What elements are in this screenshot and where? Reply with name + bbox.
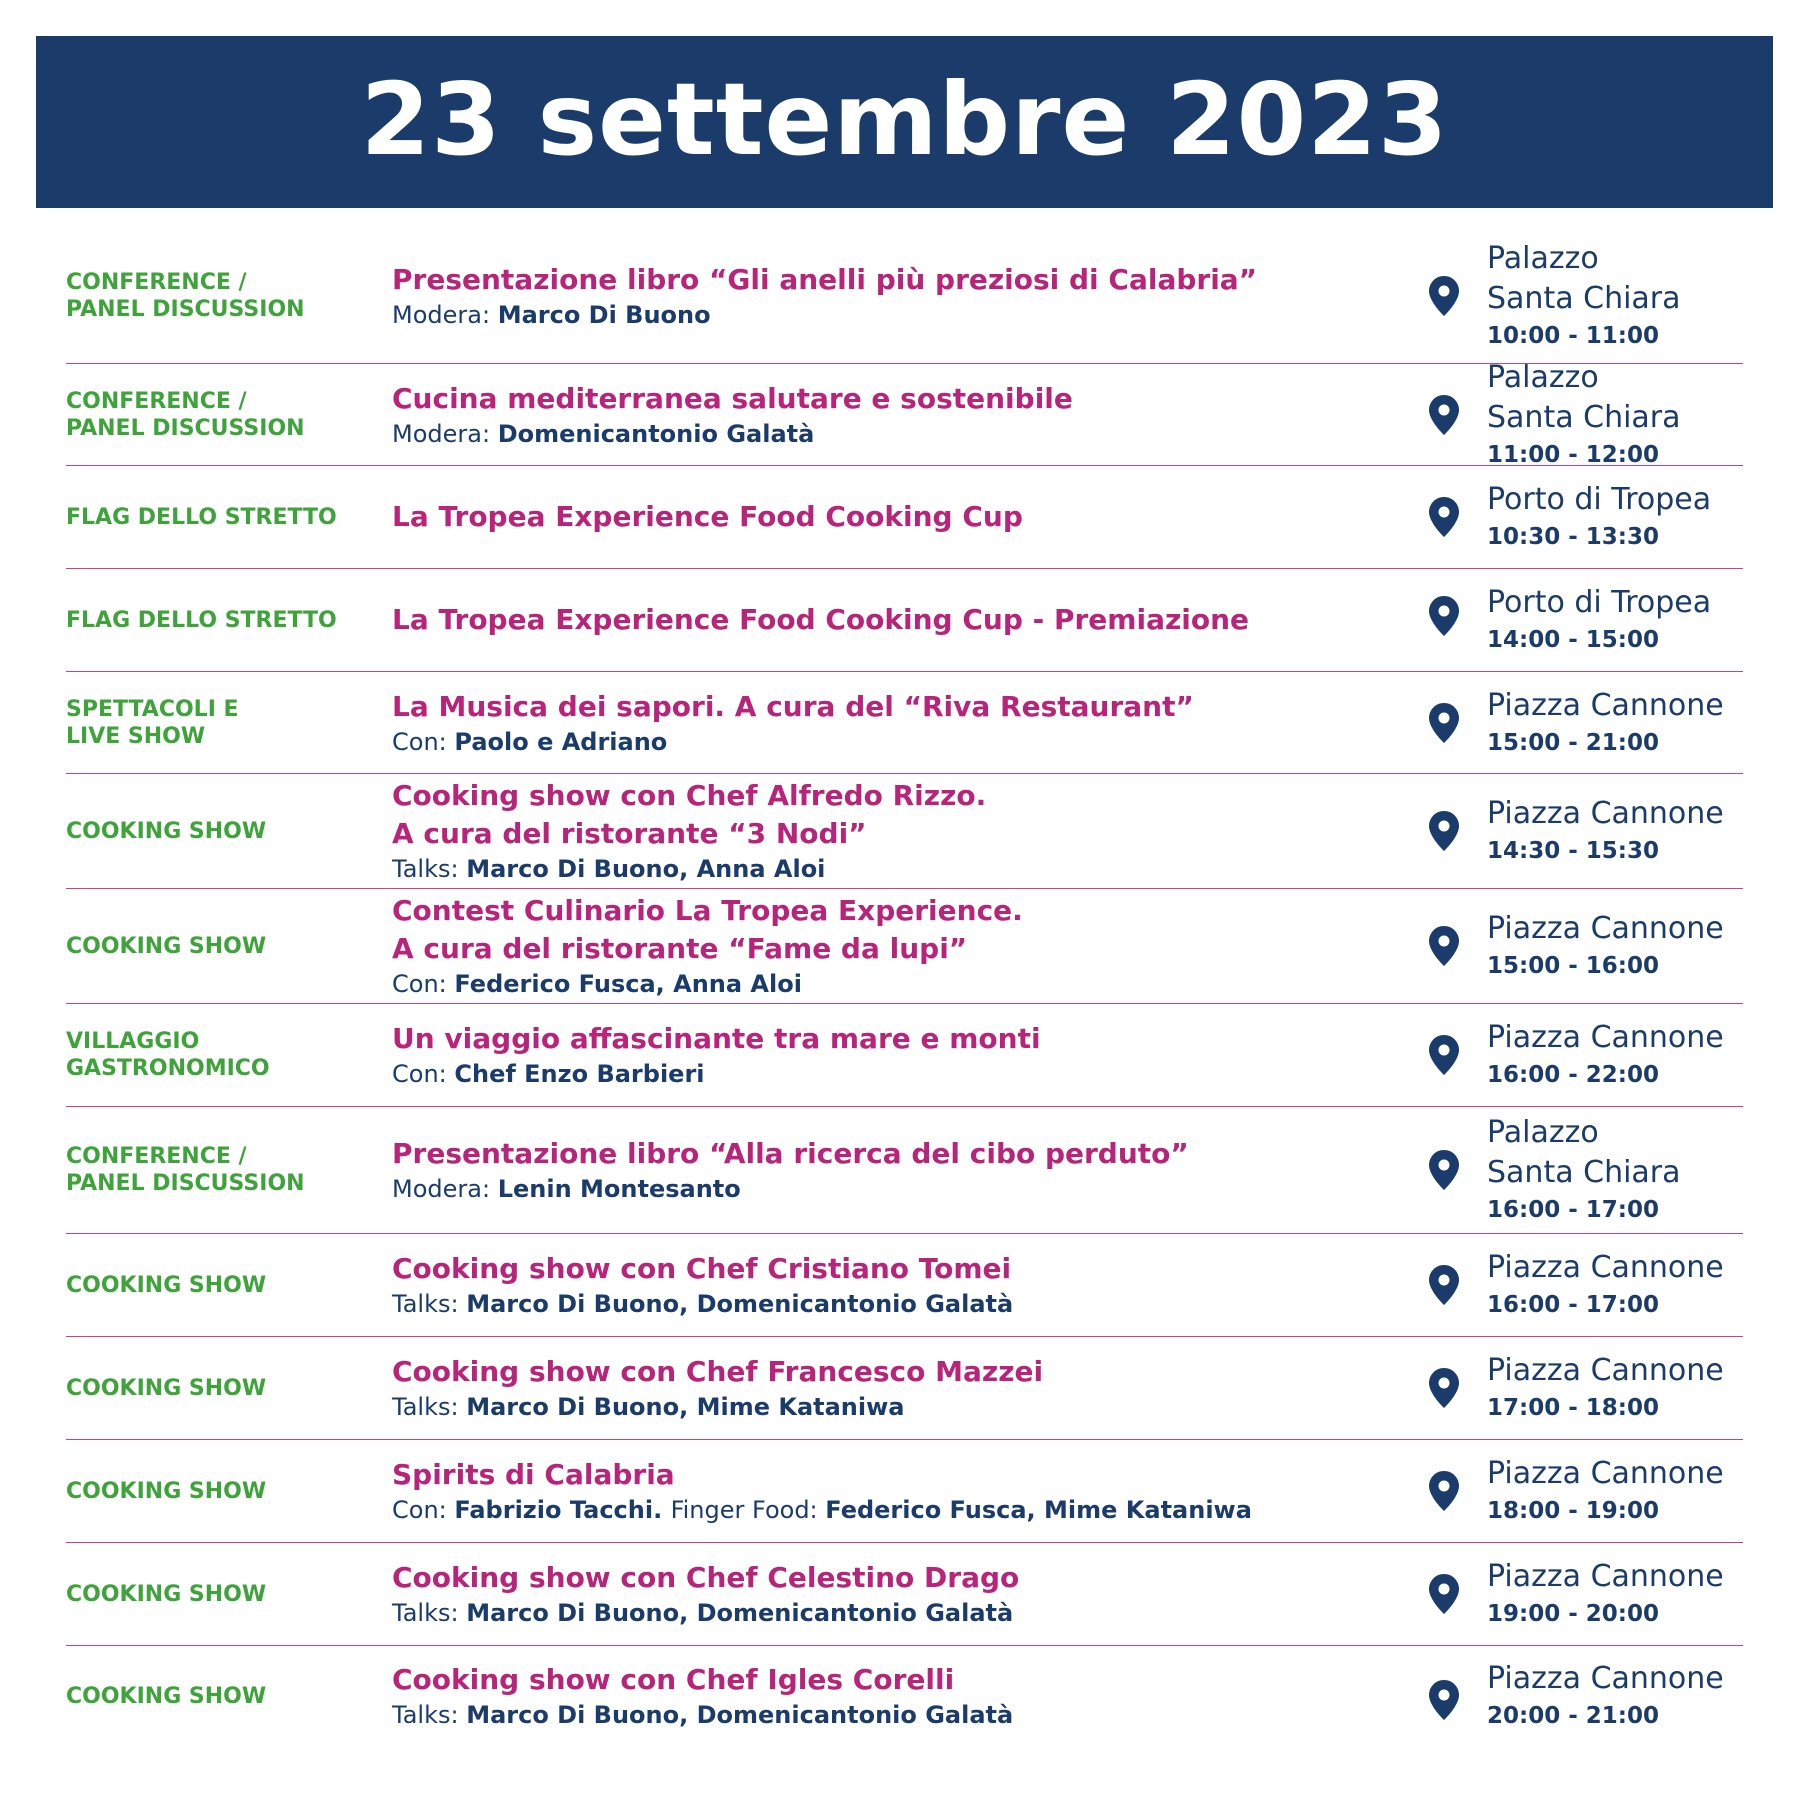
- event-title-line: La Tropea Experience Food Cooking Cup: [392, 500, 1023, 533]
- location-name: [1487, 1248, 1724, 1288]
- event-people: [392, 853, 1392, 885]
- location-pin-icon: [1428, 1149, 1460, 1191]
- location-name-line: Piazza Cannone: [1487, 1456, 1724, 1491]
- event-title: [392, 498, 1392, 536]
- event-time: 15:00 - 16:00: [1487, 953, 1659, 979]
- people-label: Finger Food:: [670, 1496, 826, 1524]
- event-time: 18:00 - 19:00: [1487, 1498, 1659, 1524]
- event-details: [392, 380, 1392, 450]
- location-name-line: Porto di Tropea: [1487, 585, 1712, 620]
- event-time: 10:30 - 13:30: [1487, 524, 1659, 550]
- event-title-line: Cooking show con Chef Igles Corelli: [392, 1663, 955, 1696]
- event-category-line: FLAG DELLO STRETTO: [66, 504, 337, 530]
- people-names: Paolo e Adriano: [454, 727, 668, 756]
- event-title-line: La Musica dei sapori. A cura del “Riva Restaurant”: [392, 689, 1194, 723]
- event-people: [392, 1494, 1392, 1526]
- event-category: [66, 933, 392, 960]
- event-row: [66, 1107, 1743, 1234]
- people-label: Con:: [392, 1060, 455, 1088]
- location-name: [1487, 686, 1724, 726]
- event-row: [66, 359, 1743, 468]
- event-category: [66, 388, 392, 442]
- people-names: Lenin Montesanto: [497, 1175, 741, 1203]
- event-category-line: PANEL DISCUSSION: [66, 1171, 305, 1196]
- event-title: [392, 892, 1392, 968]
- event-time: 14:30 - 15:30: [1487, 838, 1659, 864]
- event-title: [392, 688, 1392, 726]
- event-details: [392, 1661, 1392, 1731]
- event-category-line: PANEL DISCUSSION: [66, 415, 305, 441]
- event-title: [392, 1020, 1392, 1058]
- event-details: [392, 688, 1392, 758]
- location-name-line: Piazza Cannone: [1487, 687, 1724, 723]
- event-row: [66, 229, 1743, 364]
- location-name: [1487, 909, 1724, 949]
- event-category: [66, 1143, 392, 1197]
- people-names: Marco Di Buono, Domenicantonio Galatà: [466, 1599, 1014, 1627]
- event-location: [1487, 358, 1681, 472]
- people-names: Marco Di Buono, Domenicantonio Galatà: [466, 1701, 1014, 1729]
- event-location: [1487, 1113, 1681, 1227]
- event-title: [392, 1250, 1392, 1288]
- event-time: 14:00 - 15:00: [1487, 627, 1659, 653]
- people-label: Con:: [392, 1496, 455, 1524]
- location-name-line: Piazza Cannone: [1487, 1661, 1724, 1696]
- event-row: [66, 1646, 1743, 1746]
- event-category-line: PANEL DISCUSSION: [66, 297, 305, 322]
- location-name: [1487, 1018, 1724, 1058]
- location-pin-icon: [1428, 595, 1460, 637]
- event-row: [66, 1004, 1743, 1107]
- location-pin-icon: [1428, 496, 1460, 538]
- event-people: [392, 1173, 1392, 1205]
- event-category-line: COOKING SHOW: [66, 1683, 267, 1709]
- event-category-line: LIVE SHOW: [66, 723, 206, 749]
- event-title-line: A cura del ristorante “Fame da lupi”: [392, 932, 968, 965]
- event-details: [392, 601, 1392, 639]
- event-row: [66, 1440, 1743, 1543]
- event-category-line: CONFERENCE /: [66, 388, 247, 414]
- page-title: 23 settembre 2023: [360, 61, 1449, 178]
- location-pin-icon: [1428, 702, 1460, 744]
- event-location: [1487, 1351, 1724, 1425]
- event-title: [392, 261, 1392, 299]
- event-row: [66, 466, 1743, 569]
- people-names: Chef Enzo Barbieri: [454, 1060, 705, 1088]
- location-pin-icon: [1428, 1034, 1460, 1076]
- event-time: 19:00 - 20:00: [1487, 1601, 1659, 1627]
- people-label: Con:: [392, 727, 455, 756]
- event-title-line: Cooking show con Chef Celestino Drago: [392, 1561, 1020, 1594]
- event-people: [392, 1058, 1392, 1090]
- people-names: Marco Di Buono, Domenicantonio Galatà: [466, 1290, 1014, 1318]
- event-details: [392, 1456, 1392, 1526]
- event-location: [1487, 909, 1724, 983]
- people-label: Modera:: [392, 1175, 498, 1203]
- location-name-line: Palazzo: [1487, 359, 1599, 395]
- location-pin-icon: [1428, 275, 1460, 317]
- event-details: [392, 261, 1392, 331]
- event-title-line: Cooking show con Chef Alfredo Rizzo.: [392, 779, 987, 812]
- event-details: [392, 1353, 1392, 1423]
- event-title-line: Presentazione libro “Alla ricerca del cibo perduto”: [392, 1137, 1189, 1170]
- event-category-line: COOKING SHOW: [66, 1375, 267, 1401]
- event-people: [392, 1597, 1392, 1629]
- event-list: [66, 229, 1743, 1746]
- location-pin-icon: [1428, 1679, 1460, 1721]
- event-category: [66, 1478, 392, 1505]
- event-location: [1487, 1659, 1724, 1733]
- event-title-line: Cucina mediterranea salutare e sostenibile: [392, 381, 1073, 415]
- event-title: [392, 1559, 1392, 1597]
- location-name: [1487, 1113, 1681, 1193]
- event-location: [1487, 1557, 1724, 1631]
- event-row: [66, 1234, 1743, 1337]
- people-names: Domenicantonio Galatà: [497, 419, 815, 448]
- people-label: Talks:: [392, 1290, 467, 1318]
- event-row: [66, 889, 1743, 1004]
- location-name-line: Piazza Cannone: [1487, 1250, 1724, 1285]
- event-title-line: Cooking show con Chef Francesco Mazzei: [392, 1355, 1044, 1388]
- event-category-line: COOKING SHOW: [66, 1478, 267, 1504]
- event-row: [66, 672, 1743, 774]
- event-details: [392, 1559, 1392, 1629]
- location-name: [1487, 1351, 1724, 1391]
- event-people: [392, 1391, 1392, 1423]
- event-title: [392, 1456, 1392, 1494]
- location-name-line: Palazzo: [1487, 1115, 1599, 1150]
- event-category: [66, 1028, 392, 1082]
- location-name: [1487, 480, 1711, 520]
- event-category-line: SPETTACOLI E: [66, 696, 239, 722]
- event-details: [392, 777, 1392, 885]
- location-name: [1487, 583, 1711, 623]
- event-people: [392, 299, 1392, 331]
- people-names: Fabrizio Tacchi.: [454, 1496, 671, 1524]
- location-name-line: Porto di Tropea: [1487, 482, 1712, 517]
- event-title: [392, 1353, 1392, 1391]
- event-title-line: Presentazione libro “Gli anelli più preziosi di Calabria”: [392, 263, 1258, 296]
- people-names: Federico Fusca, Mime Kataniwa: [825, 1496, 1252, 1524]
- event-category: [66, 1272, 392, 1299]
- location-name: [1487, 1659, 1724, 1699]
- location-pin-icon: [1428, 810, 1460, 852]
- location-name-line: Piazza Cannone: [1487, 1020, 1724, 1055]
- people-names: Marco Di Buono, Anna Aloi: [466, 855, 826, 883]
- event-title: [392, 1661, 1392, 1699]
- event-people: [392, 1288, 1392, 1320]
- event-people: [392, 726, 1392, 758]
- location-pin-icon: [1428, 1573, 1460, 1615]
- event-location: [1487, 583, 1711, 657]
- event-time: 15:00 - 21:00: [1487, 729, 1659, 756]
- people-names: Marco Di Buono: [497, 301, 711, 329]
- event-row: [66, 569, 1743, 672]
- event-title-line: Spirits di Calabria: [392, 1458, 675, 1491]
- event-details: [392, 892, 1392, 1000]
- location-name-line: Santa Chiara: [1487, 1155, 1681, 1190]
- location-pin-icon: [1428, 1367, 1460, 1409]
- event-category: [66, 818, 392, 845]
- event-title: [392, 1135, 1392, 1173]
- event-details: [392, 1250, 1392, 1320]
- people-label: Talks:: [392, 1599, 467, 1627]
- event-title-line: Cooking show con Chef Cristiano Tomei: [392, 1252, 1012, 1285]
- event-category: [66, 269, 392, 323]
- people-label: Modera:: [392, 419, 498, 448]
- event-category-line: CONFERENCE /: [66, 1144, 247, 1169]
- event-time: 11:00 - 12:00: [1487, 441, 1659, 468]
- event-location: [1487, 794, 1724, 868]
- event-time: 16:00 - 17:00: [1487, 1292, 1659, 1318]
- location-name-line: Piazza Cannone: [1487, 1353, 1724, 1388]
- event-category: [66, 696, 392, 750]
- event-category-line: CONFERENCE /: [66, 270, 247, 295]
- location-pin-icon: [1428, 925, 1460, 967]
- event-location: [1487, 239, 1681, 353]
- event-people: [392, 1699, 1392, 1731]
- event-location: [1487, 1018, 1724, 1092]
- event-category: [66, 504, 392, 531]
- event-time: 16:00 - 22:00: [1487, 1062, 1659, 1088]
- people-label: Modera:: [392, 301, 498, 329]
- people-names: Marco Di Buono, Mime Kataniwa: [466, 1393, 905, 1421]
- event-category: [66, 1683, 392, 1710]
- location-name: [1487, 239, 1681, 319]
- event-details: [392, 498, 1392, 536]
- location-pin-icon: [1428, 1470, 1460, 1512]
- event-time: 17:00 - 18:00: [1487, 1395, 1659, 1421]
- event-category: [66, 1581, 392, 1608]
- event-category: [66, 607, 392, 634]
- event-title: [392, 380, 1392, 418]
- location-name-line: Piazza Cannone: [1487, 911, 1724, 946]
- event-location: [1487, 686, 1724, 760]
- event-people: [392, 968, 1392, 1000]
- event-category: [66, 1375, 392, 1402]
- location-name-line: Santa Chiara: [1487, 399, 1681, 435]
- location-name: [1487, 1557, 1724, 1597]
- people-label: Talks:: [392, 855, 467, 883]
- location-name-line: Santa Chiara: [1487, 281, 1681, 316]
- location-pin-icon: [1428, 394, 1460, 436]
- event-time: 10:00 - 11:00: [1487, 323, 1659, 349]
- event-people: [392, 418, 1392, 450]
- event-row: [66, 1337, 1743, 1440]
- event-title-line: Un viaggio affascinante tra mare e monti: [392, 1022, 1041, 1055]
- event-details: [392, 1135, 1392, 1205]
- location-name-line: Piazza Cannone: [1487, 1559, 1724, 1594]
- event-category-line: FLAG DELLO STRETTO: [66, 607, 337, 633]
- event-title-line: La Tropea Experience Food Cooking Cup - Premiazione: [392, 603, 1250, 636]
- event-time: 16:00 - 17:00: [1487, 1197, 1659, 1223]
- event-location: [1487, 1454, 1724, 1528]
- event-category-line: GASTRONOMICO: [66, 1056, 270, 1081]
- event-location: [1487, 480, 1711, 554]
- event-title: [392, 601, 1392, 639]
- location-name-line: Piazza Cannone: [1487, 796, 1724, 831]
- people-label: Talks:: [392, 1393, 467, 1421]
- event-details: [392, 1020, 1392, 1090]
- event-category-line: COOKING SHOW: [66, 1272, 267, 1298]
- event-row: [66, 1543, 1743, 1646]
- event-title-line: A cura del ristorante “3 Nodi”: [392, 817, 867, 850]
- event-category-line: COOKING SHOW: [66, 818, 267, 844]
- location-name: [1487, 794, 1724, 834]
- event-category-line: COOKING SHOW: [66, 1581, 267, 1607]
- event-row: [66, 774, 1743, 889]
- event-title-line: Contest Culinario La Tropea Experience.: [392, 894, 1023, 927]
- event-category-line: VILLAGGIO: [66, 1029, 200, 1054]
- location-name: [1487, 358, 1681, 438]
- location-pin-icon: [1428, 1264, 1460, 1306]
- people-names: Federico Fusca, Anna Aloi: [454, 970, 802, 998]
- event-title: [392, 777, 1392, 853]
- event-category-line: COOKING SHOW: [66, 933, 267, 959]
- date-header: [36, 36, 1773, 208]
- event-location: [1487, 1248, 1724, 1322]
- event-time: 20:00 - 21:00: [1487, 1703, 1659, 1729]
- people-label: Con:: [392, 970, 455, 998]
- location-name: [1487, 1454, 1724, 1494]
- location-name-line: Palazzo: [1487, 241, 1599, 276]
- people-label: Talks:: [392, 1701, 467, 1729]
